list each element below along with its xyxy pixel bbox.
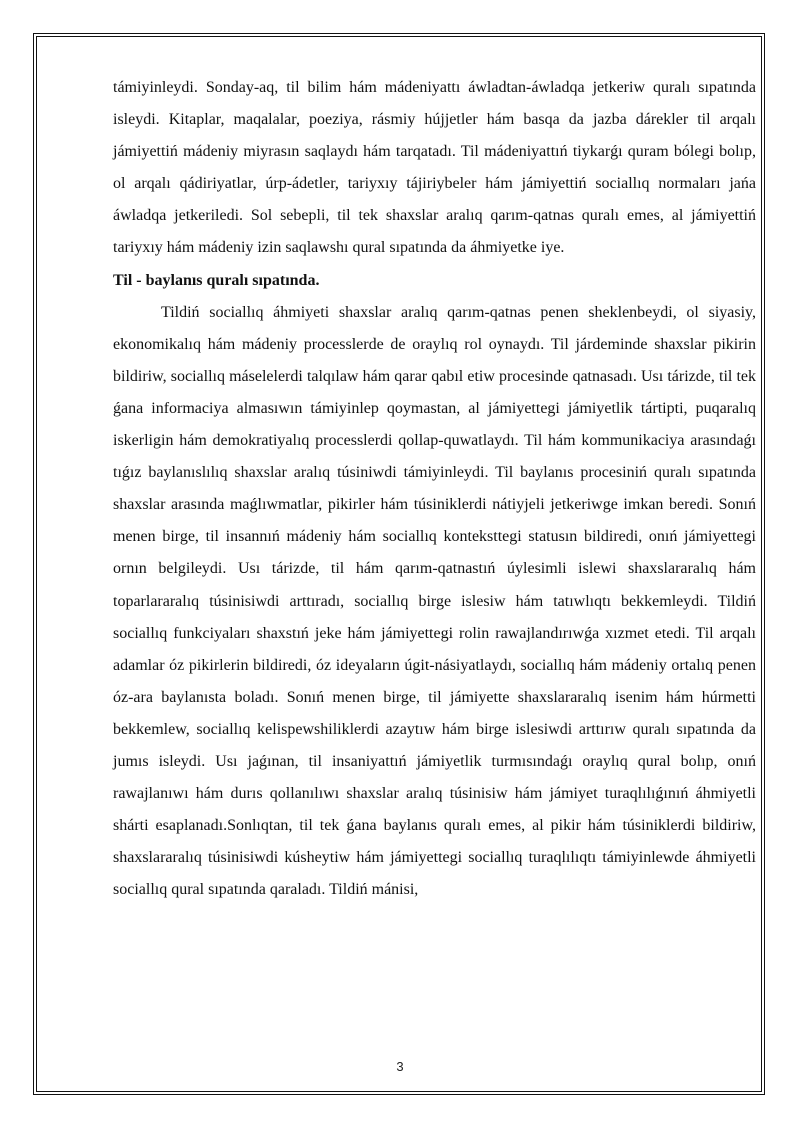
- page-number: 3: [396, 1059, 404, 1074]
- section-heading: Til - baylanıs quralı sıpatında.: [113, 271, 320, 289]
- paragraph-continuation: támiyinleydi. Sonday-aq, til bilim hám mádeniyattı áwladtan-áwladqa jetkeriw quralı sıpatında isleydi. Kitaplar, maqalalar, poeziya, rásmiy hújjetler hám basqa da jazba dárekler til arqalı jámiyettiń mádeniy miyrasın saqlaydı hám tarqatadı. Til mádeniyattıń tiykarǵı quram bólegi bolıp, ol arqalı qádiriyatlar, úrp-ádetler, tariyxıy tájiriybeler hám jámiyettiń sociallıq normaları jańa áwladqa jetkeriledi. Sol sebepli, til tek shaxslar aralıq qarım-qatnas quralı emes, al jámiyettiń tariyxıy hám mádeniy izin saqlawshı qural sıpatında da áhmiyetke iye.: [113, 79, 756, 257]
- document-body: [113, 72, 756, 906]
- paragraph-main: Tildiń sociallıq áhmiyeti shaxslar aralıq qarım-qatnas penen sheklenbeydi, ol siyasiy, ekonomikalıq hám mádeniy processlerde de oraylıq rol oynaydı. Til járdeminde shaxslar pikirin bildiriw, sociallıq máselelerdi talqılaw hám qarar qabıl etiw procesinde qatnasadı. Usı tárizde, til tek ǵana informaciya almasıwın támiyinlep qoymastan, al jámiyettegi jámiyetlik tártipti, puqaralıq iskerligin hám demokratiyalıq processlerdi qollap-quwatlaydı. Til hám kommunikaciya arasındaǵı tıǵız baylanıslılıq shaxslar aralıq túsiniwdi támiyinleydi. Til baylanıs procesiniń quralı sıpatında shaxslar arasında maǵlıwmatlar, pikirler hám túsiniklerdi nátiyjeli jetkeriwge imkan beredi. Sonıń menen birge, til insannıń mádeniy hám sociallıq konteksttegi statusın bildiredi, onıń jámiyettegi ornın belgileydi. Usı tárizde, til hám qarım-qatnastıń úylesimli islewi shaxslararalıq hám toparlararalıq túsinisiwdi arttıradı, sociallıq birge islesiw hám tatıwlıqtı bekkemleydi. Tildiń sociallıq funkciyaları shaxstıń jeke hám jámiyettegi rolin rawajlandırıwǵa xızmet etedi. Til arqalı adamlar óz pikirlerin bildiredi, óz ideyaların úgit-násiyatlaydı, sociallıq hám mádeniy ortalıq penen óz-ara baylanısta boladı. Sonıń menen birge, til jámiyette shaxslararalıq isenim hám húrmetti bekkemlew, sociallıq kelispewshiliklerdi azaytıw hám birge islesiwdi arttırıw quralı sıpatında da jumıs isleydi. Usı jaǵınan, til insaniyattıń jámiyetlik turmısındaǵı oraylıq qural bolıp, onıń rawajlanıwı hám durıs qollanılıwı shaxslar aralıq túsinisiw hám jámiyet turaqlılıǵınıń áhmiyetli shárti esaplanadı.Sonlıqtan, til tek ǵana baylanıs quralı emes, al pikir hám túsiniklerdi bildiriw, shaxslararalıq túsinisiwdi kúsheytiw hám jámiyettegi sociallıq turaqlılıqtı támiyinlewde áhmiyetli sociallıq qural sıpatında qaraladı. Tildiń mánisi,: [113, 303, 756, 899]
